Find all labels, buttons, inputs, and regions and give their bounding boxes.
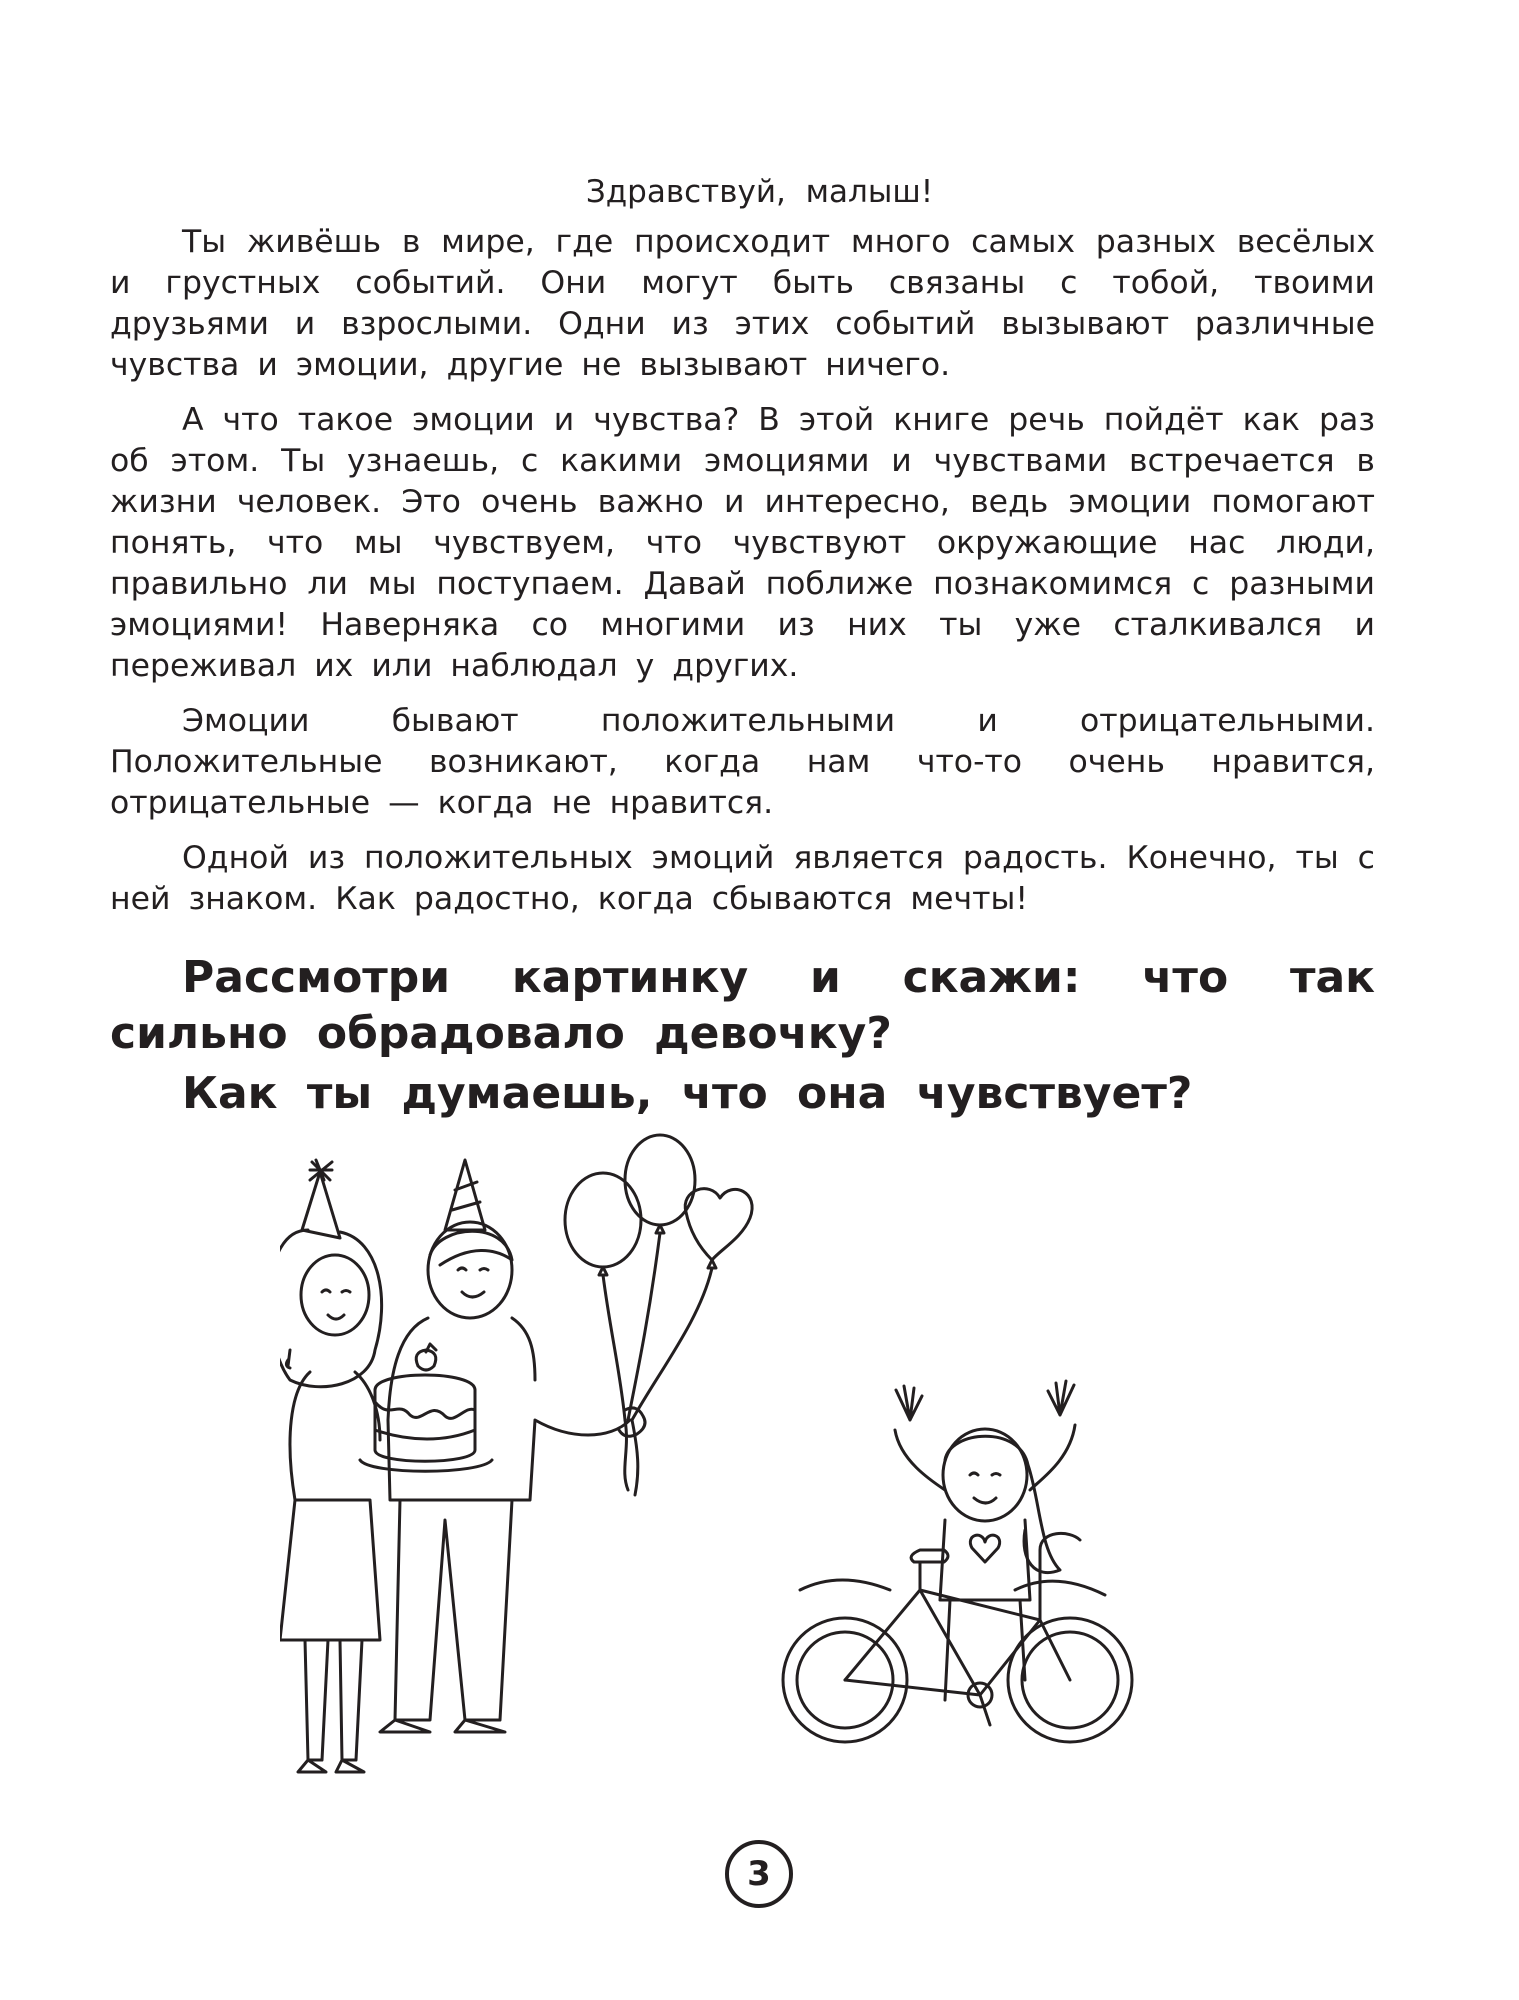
birthday-illustration (280, 1120, 1300, 1780)
task-question-2: Как ты думаешь, что она чувствует? (182, 1068, 1193, 1119)
bicycle-drawing (783, 1533, 1132, 1742)
paragraph-1: Ты живёшь в мире, где происходит много самых разных весёлых и грустных событий. Они могут быть связаны с тобой, твоими друзьями и взрослыми. Одни из этих событий вызывают различные чувства и эмоции, другие не вызывают ничего. (110, 224, 1375, 383)
paragraph-3: Эмоции бывают положительными и отрицательными. Положительные возникают, когда нам что-то очень нравится, отрицательные — когда не нравится. (110, 703, 1375, 821)
intro-text (110, 222, 1375, 934)
task-block (110, 950, 1375, 1122)
woman-drawing (280, 1160, 382, 1772)
page-number-badge: 3 (725, 1840, 793, 1908)
girl-drawing (895, 1381, 1075, 1700)
greeting-heading: Здравствуй, малыш! (585, 174, 934, 210)
paragraph-4: Одной из положительных эмоций является радость. Конечно, ты с ней знаком. Как радостно, когда сбываются мечты! (110, 840, 1375, 917)
task-question-1: Рассмотри картинку и скажи: что так сильно обрадовало девочку? (110, 952, 1375, 1059)
man-drawing (380, 1160, 645, 1732)
cake-drawing (360, 1344, 492, 1471)
balloons-drawing (565, 1135, 752, 1495)
paragraph-2: А что такое эмоции и чувства? В этой книге речь пойдёт как раз об этом. Ты узнаешь, с какими эмоциями и чувствами встречается в жизни человек. Это очень важно и интересно, ведь эмоции помогают понять, что мы чувствуем, что чувствуют окружающие нас люди, правильно ли мы поступаем. Давай поближе познакомимся с разными эмоциями! Наверняка со многими из них ты уже сталкивался и переживал их или наблюдал у других. (110, 402, 1375, 684)
